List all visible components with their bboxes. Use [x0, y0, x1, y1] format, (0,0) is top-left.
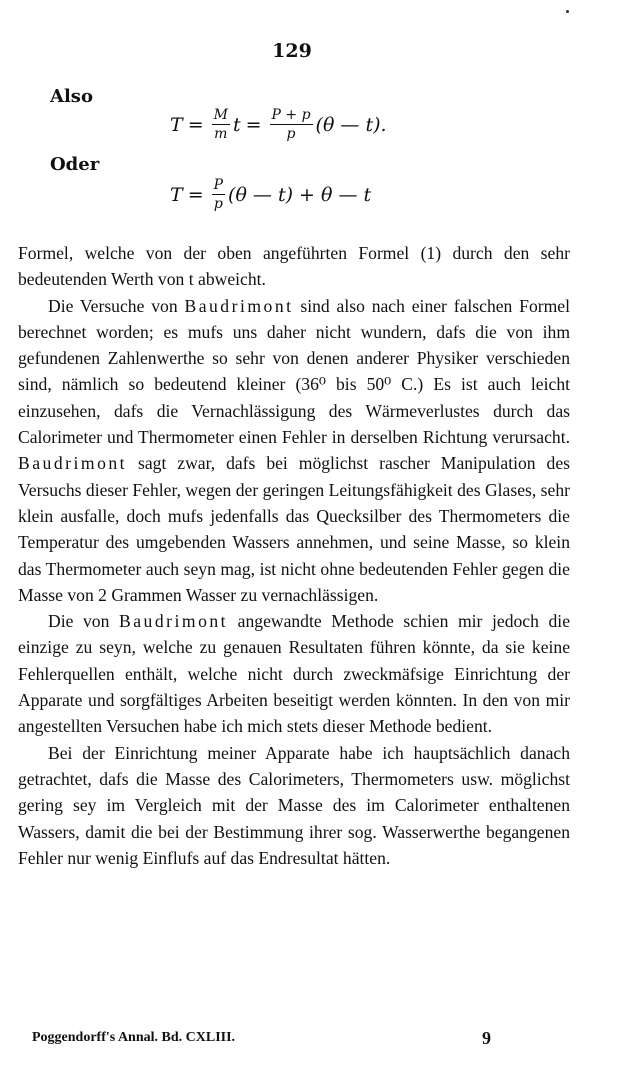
p3-text-b: angewandte Methode schien mir jedoch die einzige zu seyn, welche zu genauen Resultaten führen könnte, da sie keine Fehlerquellen enthält, welche nicht durch zweckmäfsige Einrichtung der Apparate und sorgfältiges Arbeiten beseitigt werden könnten. In den von mir angestellten Versuchen habe ich mich stets dieser Methode bedient.	[18, 611, 570, 737]
eq2-fraction	[212, 178, 225, 211]
eq2-frac-denominator: p	[213, 196, 223, 212]
eq1-t: t	[232, 113, 241, 136]
p2-text-c: sagt zwar, dafs bei möglichst rascher Manipulation des Versuchs dieser Fehler, wegen der geringen Leitungsfähigkeit des Glases, sehr klein ausfalle, doch mufs jedenfalls das Quecksilber des Thermometers die Temperatur des umgebenden Wassers annehmen, und seine Masse, so klein das Thermometer auch seyn mag, ist nicht ohne bedeutenden Fehler gegen die Masse von 2 Grammen Wasser zu vernachlässigen.	[18, 453, 570, 605]
page-footer	[32, 1030, 512, 1046]
eq1-equals-2: =	[245, 113, 262, 136]
eq1-frac2-numerator: P + p	[271, 107, 311, 123]
speck-mark	[566, 10, 569, 13]
paragraph-3	[18, 608, 570, 739]
p2-author-name: Baudrimont	[184, 295, 294, 316]
eq1-lhs: T	[170, 113, 183, 136]
eq2-tail: (θ — t) + θ — t	[228, 183, 372, 206]
label-also: Also	[50, 86, 93, 107]
p2-text-a: Die Versuche von	[48, 295, 185, 316]
equation-2	[170, 178, 371, 211]
eq2-frac-numerator: P	[213, 177, 224, 193]
paragraph-2	[18, 293, 570, 609]
eq1-fraction-1	[212, 108, 230, 141]
paragraph-1: Formel, welche von der oben angeführten Formel (1) durch den sehr bedeutenden Werth von t abweicht.	[18, 243, 570, 290]
p2-text-b: sind also nach einer falschen Formel berechnet worden; es mufs uns daher nicht wundern, dafs die von ihm gefundenen Zahlenwerthe so sehr von denen anderer Physiker verschieden sind, nämlich so bedeutend kleiner (36⁰ bis 50⁰ C.) Es ist auch leicht einzusehen, dafs die Vernachlässigung des Wärmeverlustes durch das Calorimeter und Thermometer einen Fehler in derselben Richtung verursacht.	[18, 295, 571, 448]
page-number: 129	[272, 40, 312, 62]
p2-author-name-2: Baudrimont	[18, 453, 128, 474]
eq1-frac1-numerator: M	[213, 107, 228, 123]
eq1-fraction-2	[270, 108, 313, 141]
footer-journal: Poggendorff's Annal. Bd. CXLIII.	[32, 1030, 236, 1045]
eq1-frac1-denominator: m	[214, 126, 228, 142]
eq2-equals: =	[187, 183, 204, 206]
body-text	[18, 240, 570, 871]
p3-author-name: Baudrimont	[119, 611, 229, 632]
eq1-frac2-denominator: p	[286, 126, 296, 142]
eq1-equals-1: =	[187, 113, 204, 136]
eq1-tail: (θ — t).	[315, 113, 387, 136]
equation-1	[170, 108, 387, 141]
footer-signature: 9	[482, 1028, 491, 1048]
eq2-lhs: T	[170, 183, 183, 206]
p3-text-a: Die von	[48, 611, 119, 632]
paragraph-4: Bei der Einrichtung meiner Apparate habe ich hauptsächlich danach getrachtet, dafs die Masse des Calorimeters, Thermometers usw. möglichst gering sey im Vergleich mit der Masse des im Calorimeter enthaltenen Wassers, damit die bei der Bestimmung ihrer sog. Wasserwerthe begangenen Fehler nur wenig Einflufs auf das Endresultat hätten.	[18, 742, 570, 868]
label-oder: Oder	[50, 154, 100, 175]
